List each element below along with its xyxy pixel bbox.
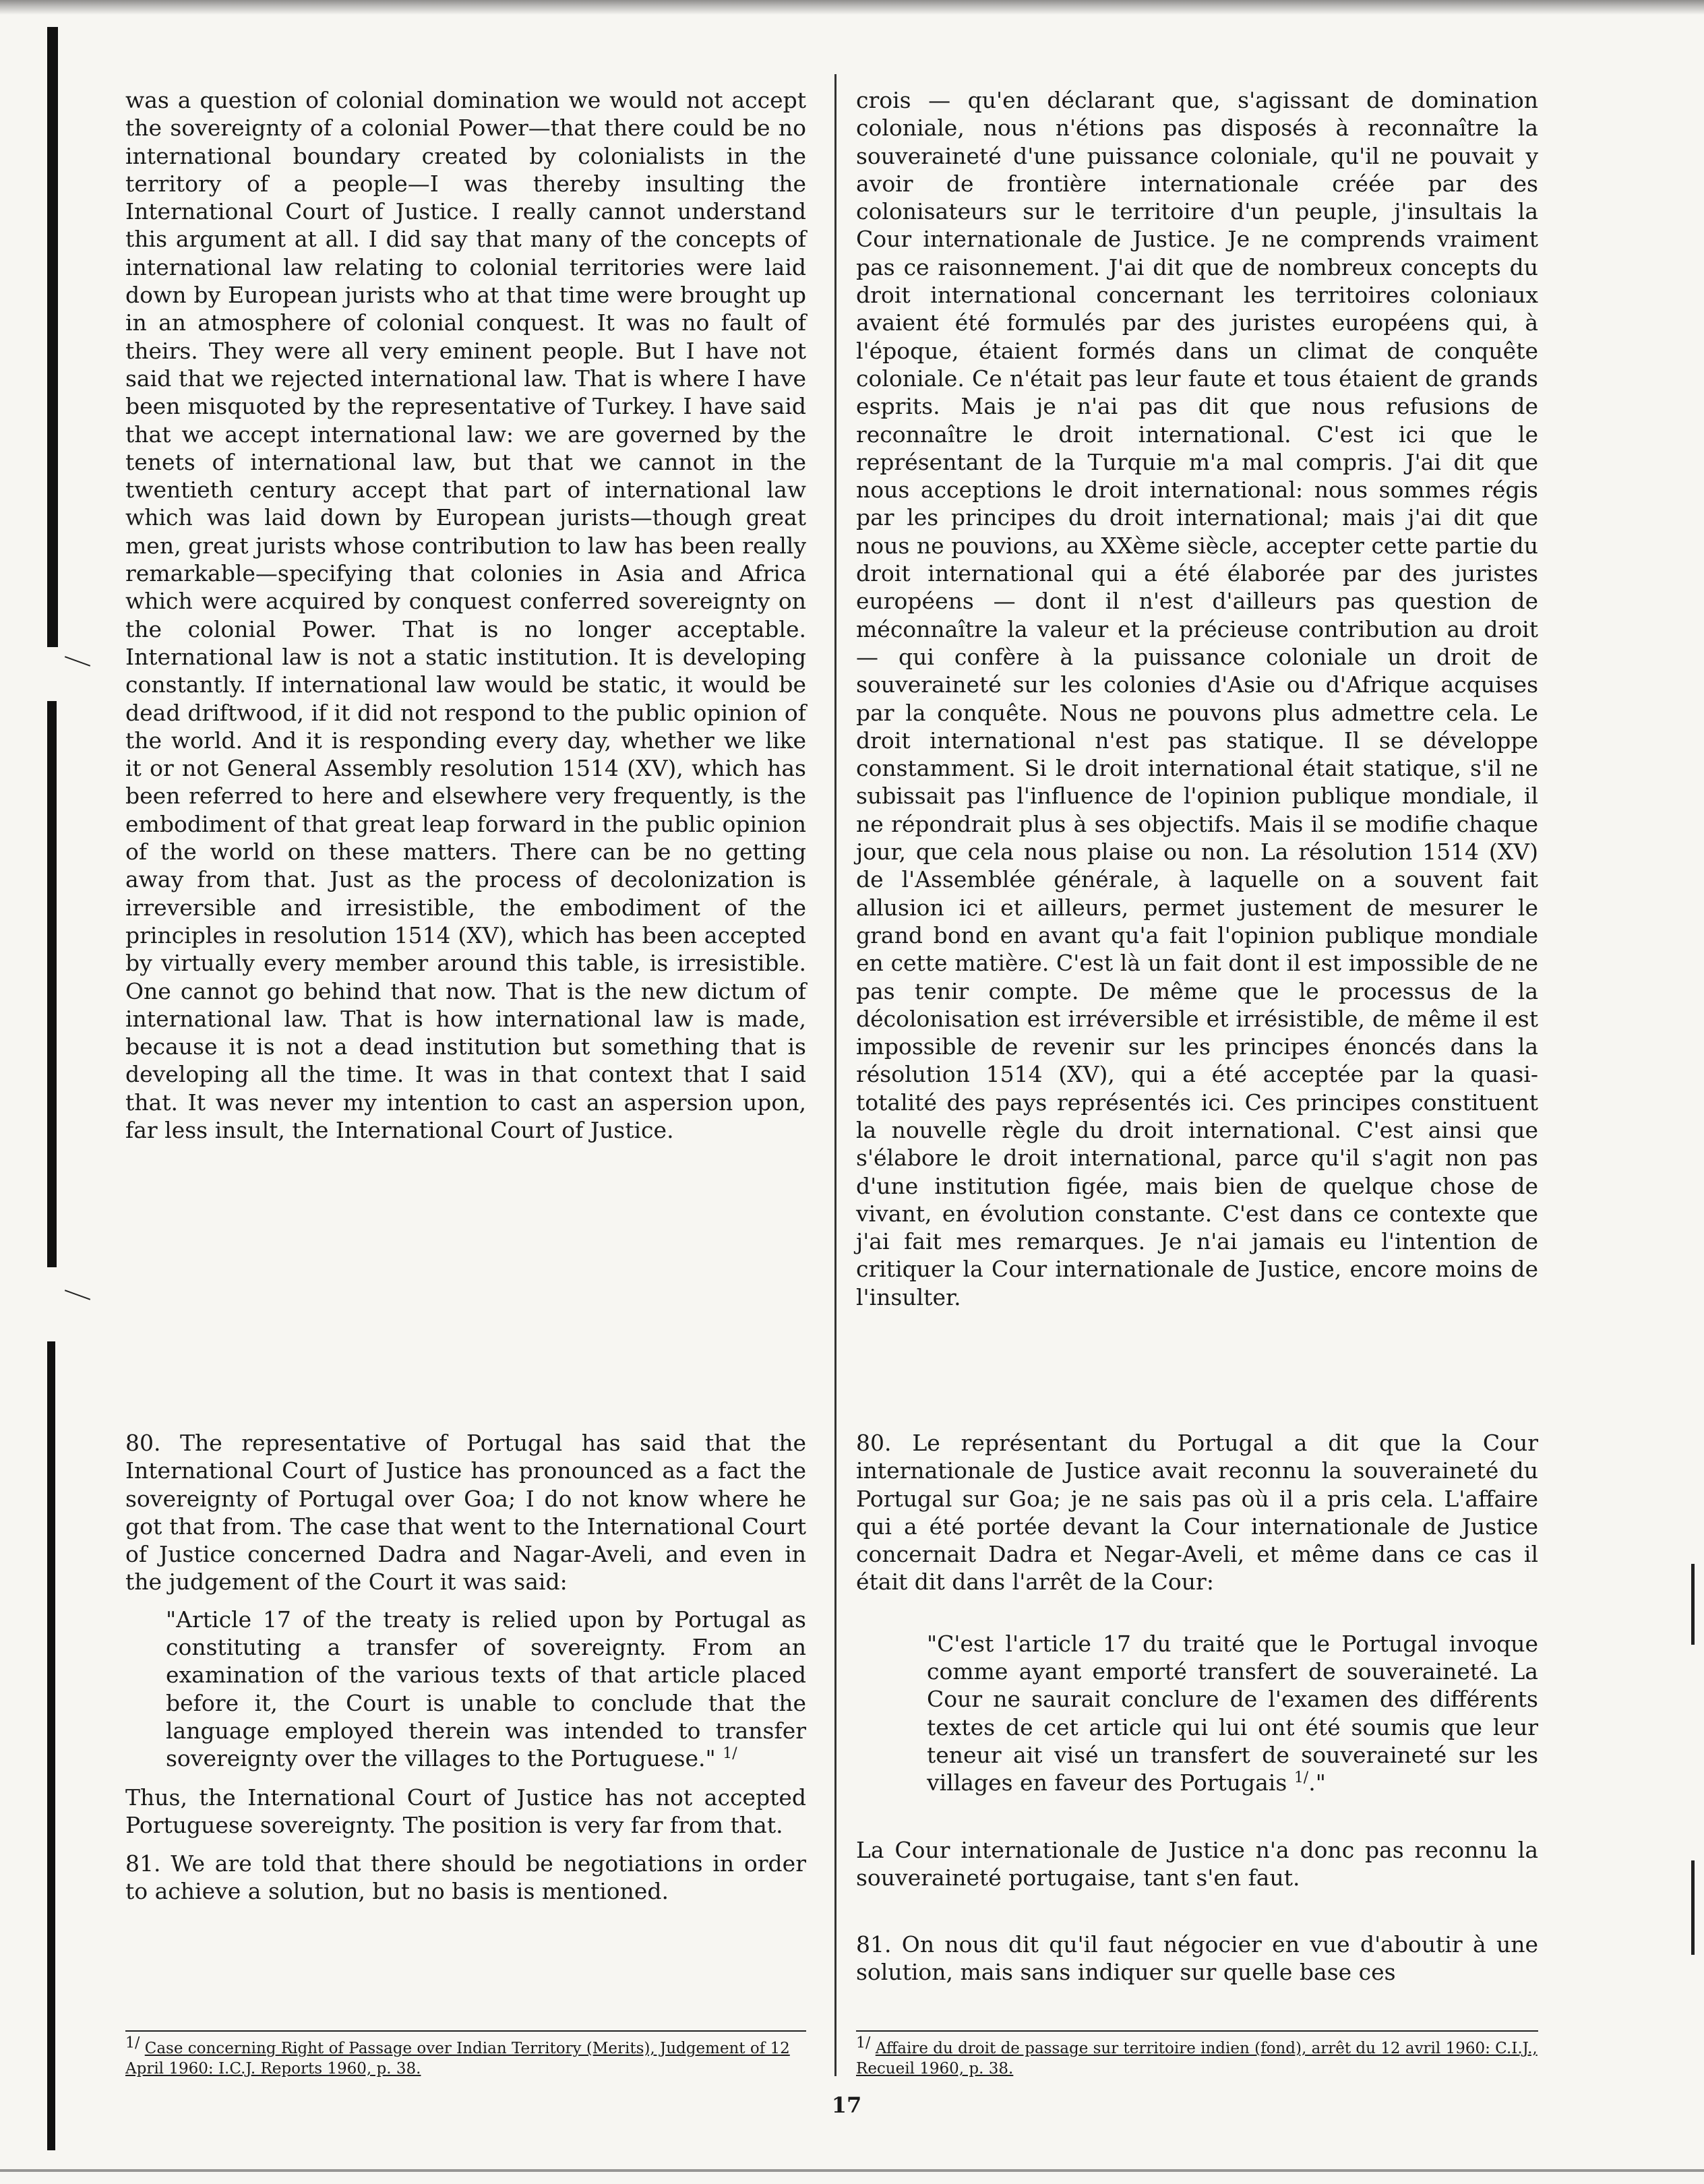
margin-mark xyxy=(65,1290,90,1300)
french-footnote-text: Affaire du droit de passage sur territoire indien (fond), arrêt du 12 avril 1960: C.I.J., Recueil 1960, p. 38. xyxy=(856,2040,1538,2077)
english-paragraph-80: 80. The representative of Portugal has said that the International Court of Justice has pronounced as a fact the sovereignty of Portugal over Goa; I do not know where he got that from. The case that went to the International Court of Justice concerned Dadra and Nagar-Aveli, and even in the judgement of the Court it was said: xyxy=(125,1430,806,1596)
binding-mark xyxy=(47,701,57,1267)
french-paragraph-80: 80. Le représentant du Portugal a dit que la Cour internationale de Justice avait reconnu la souveraineté du Portugal sur Goa; je ne sais pas où il a pris cela. L'affaire qui a été portée devant la Cour internationale de Justice concernait Dadra et Negar-Aveli, et même dans ce cas il était dit dans l'arrêt de la Cour: xyxy=(856,1430,1538,1596)
english-footnote-text: Case concerning Right of Passage over Indian Territory (Merits), Judgement of 12 April 1960: I.C.J. Reports 1960, p. 38. xyxy=(125,2040,790,2077)
french-footnote-marker: 1/ xyxy=(856,2034,871,2052)
french-column-lower xyxy=(856,1429,1538,1986)
french-quote-end: ." xyxy=(1308,1769,1326,1796)
french-column xyxy=(856,86,1538,1311)
margin-mark xyxy=(1691,1564,1695,1645)
english-footnote-marker: 1/ xyxy=(125,2034,140,2052)
binding-mark xyxy=(47,27,58,647)
margin-mark xyxy=(65,656,90,667)
english-paragraph-81: 81. We are told that there should be negotiations in order to achieve a solution, but no basis is mentioned. xyxy=(125,1850,806,1905)
french-continuation-paragraph: crois — qu'en déclarant que, s'agissant de domination coloniale, nous n'étions pas disposés à reconnaître la souveraineté d'une puissance coloniale, qu'il ne pouvait y avoir de frontière internationale créée par des colonisateurs sur le territoire d'un peuple, j'insultais la Cour internationale de Justice. Je ne comprends vraiment pas ce raisonnement. J'ai dit que de nombreux concepts du droit international concernant les territoires coloniaux avaient été formulés par des juristes européens qui, à l'époque, étaient formés dans un climat de conquête coloniale. Ce n'était pas leur faute et tous étaient de grands esprits. Mais je n'ai pas dit que nous refusions de reconnaître le droit international. C'est ici que le représentant de la Turquie m'a mal compris. J'ai dit que nous acceptions le droit international: nous sommes régis par les principes du droit international; mais j'ai dit que nous ne pouvions, au XXème siècle, accepter cette partie du droit international qui a été élaborée par des juristes européens — dont il n'est d'ailleurs pas question de méconnaître la valeur et la précieuse contribution au droit — qui confère à la puissance coloniale un droit de souveraineté sur les colonies d'Asie ou d'Afrique acquises par la conquête. Nous ne pouvons plus admettre cela. Le droit international n'est pas statique. Il se développe constamment. Si le droit international était statique, s'il ne subissait pas l'influence de l'opinion publique mondiale, il ne répondrait plus à ses objectifs. Mais il se modifie chaque jour, que cela nous plaise ou non. La résolution 1514 (XV) de l'Assemblée générale, à laquelle on a souvent fait allusion ici et ailleurs, permet justement de mesurer le grand bond en avant qu'a fait l'opinion publique mondiale en cette matière. C'est là un fait dont il est impossible de ne pas tenir compte. De même que le processus de la décolonisation est irréversible et irrésistible, de même il est impossible de revenir sur les principes énoncés dans la résolution 1514 (XV), qui a été acceptée par la quasi-totalité des pays représentés ici. Ces principes constituent la nouvelle règle du droit international. C'est ainsi que s'élabore le droit international, parce qu'il s'agit non pas d'une institution figée, mais bien de quelque chose de vivant, en évolution constante. C'est dans ce contexte que j'ai fait mes remarques. Je n'ai jamais eu l'intention de critiquer la Cour internationale de Justice, encore moins de l'insulter. xyxy=(856,87,1538,1310)
english-footnote xyxy=(125,2034,806,2079)
english-continuation-paragraph: was a question of colonial domination we would not accept the sovereignty of a colonial Power—that there could be no international boundary created by colonialists in the territory of a people—I was thereby insulting the International Court of Justice. I really cannot understand this argument at all. I did say that many of the concepts of international law relating to colonial territories were laid down by European jurists who at that time were brought up in an atmosphere of colonial conquest. It was no fault of theirs. They were all very eminent people. But I have not said that we rejected international law. That is where I have been misquoted by the representative of Turkey. I have said that we accept international law: we are governed by the tenets of international law, but that we cannot in the twentieth century accept that part of international law which was laid down by European jurists—though great men, great jurists whose contribution to law has been really remarkable—specifying that colonies in Asia and Africa which were acquired by conquest conferred sovereignty on the colonial Power. That is no longer acceptable. International law is not a static institution. It is developing constantly. If international law would be static, it would be dead driftwood, if it did not respond to the public opinion of the world. And it is responding every day, whether we like it or not General Assembly resolution 1514 (XV), which has been referred to here and elsewhere very frequently, is the embodiment of that great leap forward in the public opinion of the world on these matters. There can be no getting away from that. Just as the process of decolonization is irreversible and irresistible, the embodiment of the principles in resolution 1514 (XV), which has been accepted by virtually every member around this table, is irresistible. One cannot go behind that now. That is the new dictum of international law. That is how international law is made, because it is not a dead institution but something that is developing all the time. It was in that context that I said that. It was never my intention to cast an aspersion upon, far less insult, the International Court of Justice. xyxy=(125,87,806,1143)
english-column-lower xyxy=(125,1429,806,1906)
french-quote-footnote-ref: 1/ xyxy=(1294,1769,1309,1787)
footnote-rule xyxy=(856,2030,1538,2032)
footnote-rule xyxy=(125,2030,806,2032)
page-number: 17 xyxy=(831,2092,862,2118)
english-court-quote xyxy=(166,1606,806,1773)
french-paragraph-81: 81. On nous dit qu'il faut négocier en vue d'aboutir à une solution, mais sans indiquer sur quelle base ces xyxy=(856,1931,1538,1986)
margin-mark xyxy=(1691,1860,1695,1955)
french-footnote xyxy=(856,2034,1538,2079)
english-quote-text: "Article 17 of the treaty is relied upon by Portugal as constituting a transfer of sovereignty. From an examination of the various texts of that article placed before it, the Court is unable to conclude that the language employed therein was intended to transfer sovereignty over the villages to the Portuguese." xyxy=(166,1606,806,1772)
english-column xyxy=(125,86,806,1144)
binding-mark xyxy=(47,1341,55,2150)
column-divider xyxy=(834,74,836,2076)
scan-bottom-edge xyxy=(0,2169,1704,2172)
english-quote-footnote-ref: 1/ xyxy=(723,1745,737,1763)
french-court-quote xyxy=(927,1630,1538,1797)
french-quote-text: "C'est l'article 17 du traité que le Portugal invoque comme ayant emporté transfert de souveraineté. La Cour ne saurait conclure de l'examen des différents textes de cet article qui lui ont été soumis que leur teneur ait visé un transfert de souveraineté sur les villages en faveur des Portugais xyxy=(927,1630,1538,1796)
scan-top-edge xyxy=(0,0,1704,15)
english-after-quote: Thus, the International Court of Justice has not accepted Portuguese sovereignty. The position is very far from that. xyxy=(125,1784,806,1838)
french-after-quote: La Cour internationale de Justice n'a donc pas reconnu la souveraineté portugaise, tant s'en faut. xyxy=(856,1836,1538,1891)
